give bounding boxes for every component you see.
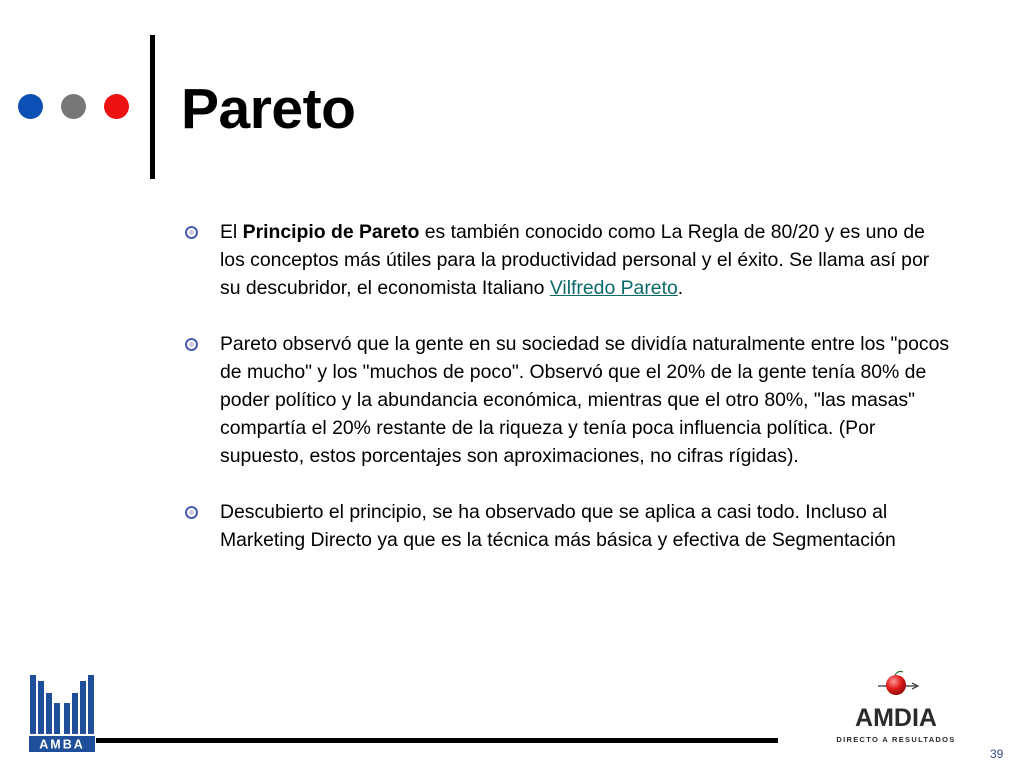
bullet-text: Descubierto el principio, se ha observado que se aplica a casi todo. Incluso al Marketing Directo ya que es la técnica más básica y efectiva de Segmentación <box>220 501 896 551</box>
building-bars-icon <box>30 675 94 734</box>
bullet-icon <box>185 506 198 519</box>
blue-dot-icon <box>18 94 43 119</box>
bullet-item <box>183 498 953 554</box>
title-divider <box>150 35 155 179</box>
slide-content <box>183 218 953 554</box>
bullet-icon <box>185 226 198 239</box>
red-ball-arrow-icon <box>878 671 918 695</box>
bullet-icon <box>185 338 198 351</box>
footer-divider <box>96 738 778 743</box>
amdia-logo <box>828 670 966 748</box>
bullet-text: Pareto observó que la gente en su sociedad se dividía naturalmente entre los "pocos de mucho" y los "muchos de poco". Observó que el 20% de la gente tenía 80% de poder político y la abundancia económica, mientras que el otro 80%, "las masas" compartía el 20% restante de la riqueza y tenía poca influencia política. (Por supuesto, estos porcentajes son aproximaciones, no cifras rígidas). <box>220 333 950 467</box>
bullet-text: . <box>677 277 684 299</box>
amba-logo <box>29 673 95 753</box>
amba-logo-text: AMBA <box>39 737 85 752</box>
bullet-item <box>183 330 953 470</box>
amdia-logo-tagline: DIRECTO A RESULTADOS <box>836 735 956 744</box>
amdia-logo-name: AMDIA <box>855 704 937 732</box>
bullet-item <box>183 218 953 302</box>
bullet-bold-text: Principio de Pareto <box>242 221 420 243</box>
gray-dot-icon <box>61 94 86 119</box>
red-dot-icon <box>104 94 129 119</box>
vilfredo-pareto-link[interactable]: Vilfredo Pareto <box>549 277 678 299</box>
bullet-text: es también conocido como La Regla de 80/20 y es uno de los conceptos más útiles para la productividad personal y el éxito. Se llama así por su descubridor, el economista Italiano <box>220 221 930 299</box>
bullet-text: El <box>220 221 243 243</box>
slide-title: Pareto <box>181 77 356 141</box>
page-number: 39 <box>990 747 1004 761</box>
